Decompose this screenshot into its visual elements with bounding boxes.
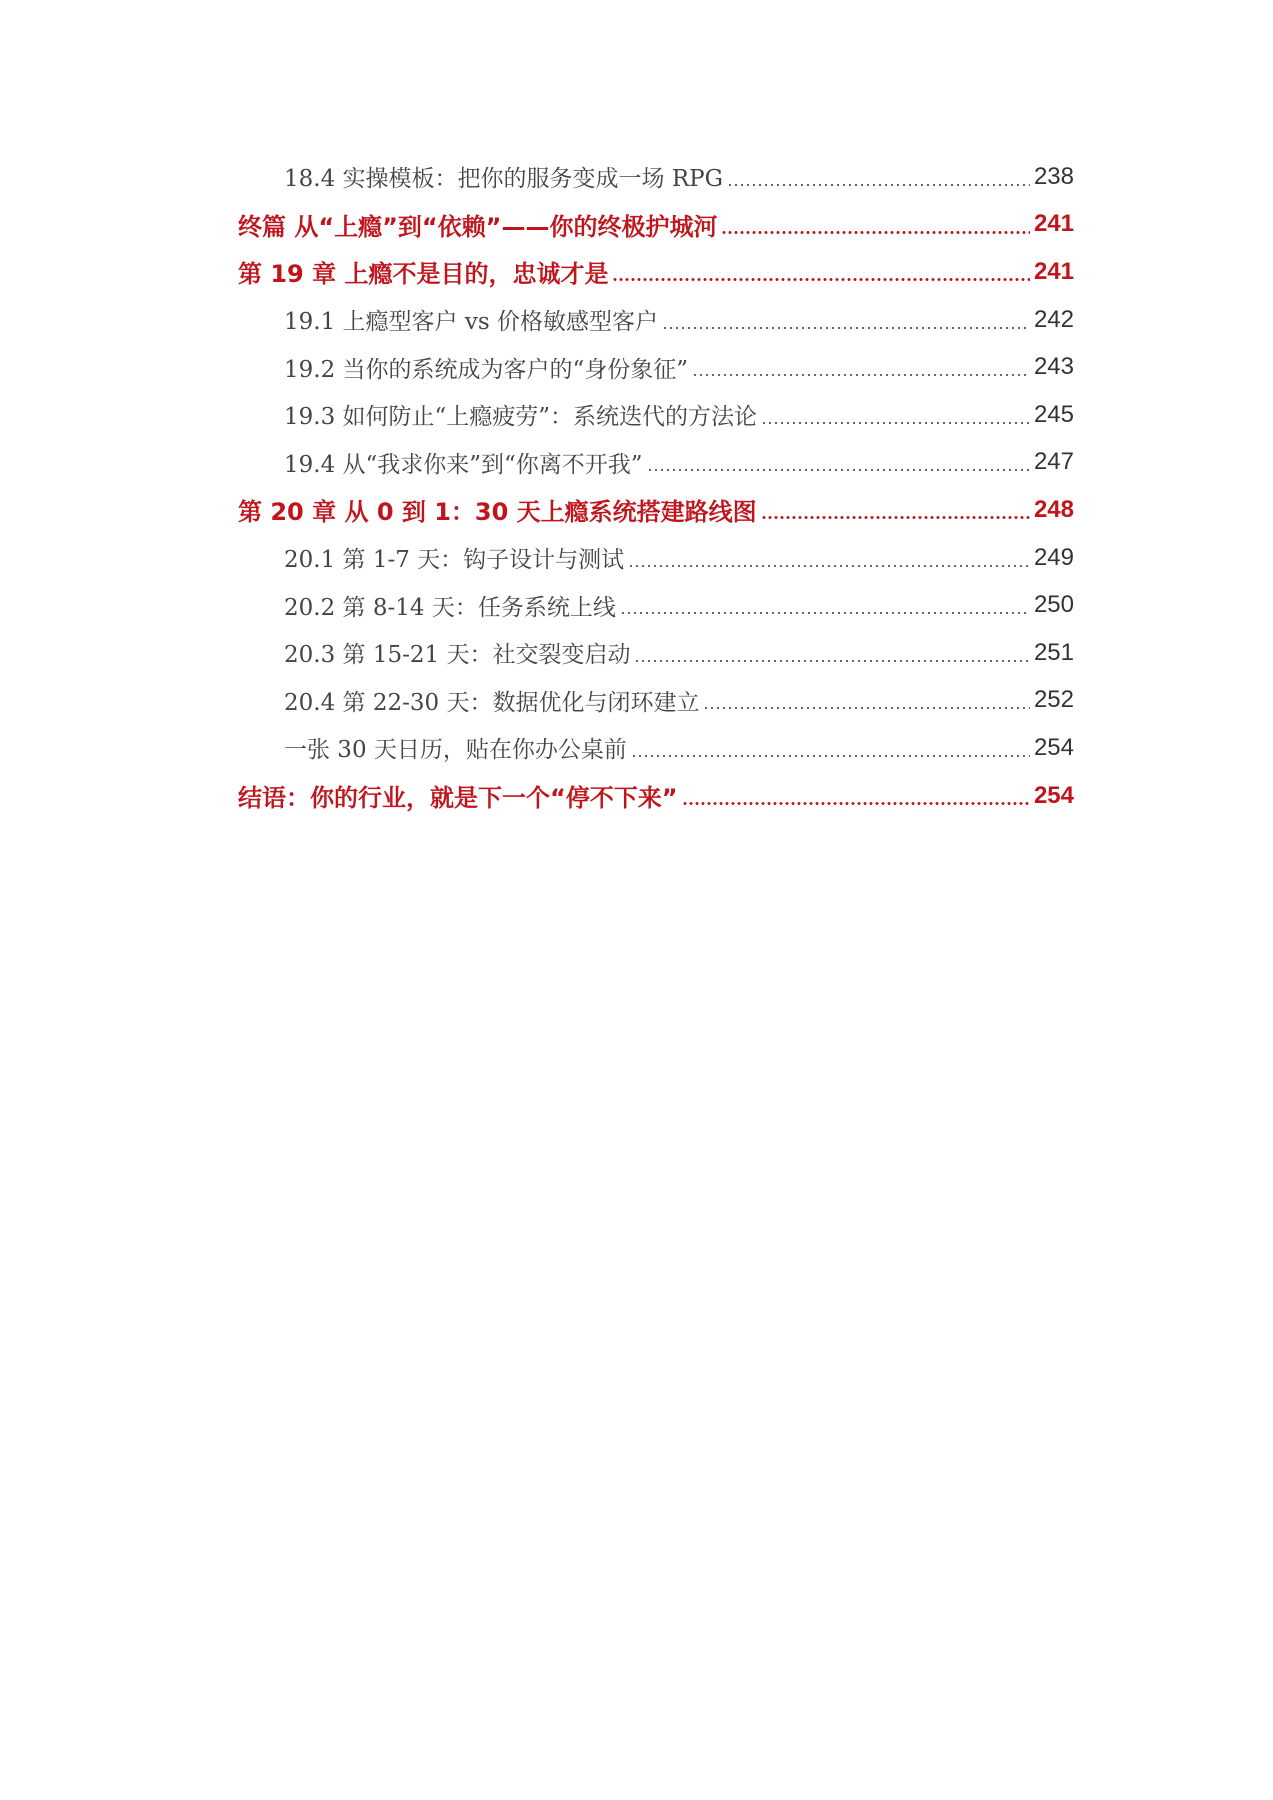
toc-entry-chapter-19[interactable] xyxy=(238,248,1074,296)
toc-entry-page: 241 xyxy=(1033,257,1074,285)
toc-entry-calendar[interactable] xyxy=(238,724,1074,772)
toc-entry-title: 20.2 第 8-14 天：任务系统上线 xyxy=(284,594,616,621)
toc-entry-page: 254 xyxy=(1033,781,1074,809)
toc-entry-19-1[interactable] xyxy=(238,296,1074,344)
dot-leader xyxy=(620,612,1030,614)
table-of-contents xyxy=(238,153,1074,819)
toc-entry-title: 一张 30 天日历，贴在你办公桌前 xyxy=(284,737,627,764)
toc-entry-title: 19.3 如何防止“上瘾疲劳”：系统迭代的方法论 xyxy=(284,404,758,431)
dot-leader xyxy=(631,755,1030,757)
toc-entry-title: 19.4 从“我求你来”到“你离不开我” xyxy=(284,451,643,478)
toc-entry-20-3[interactable] xyxy=(238,629,1074,677)
toc-entry-page: 245 xyxy=(1033,400,1074,428)
toc-entry-page: 243 xyxy=(1033,353,1074,381)
toc-entry-page: 247 xyxy=(1033,448,1074,476)
toc-entry-19-2[interactable] xyxy=(238,343,1074,391)
toc-entry-final-part[interactable] xyxy=(238,201,1074,249)
toc-entry-title: 19.1 上瘾型客户 vs 价格敏感型客户 xyxy=(284,309,658,336)
dot-leader xyxy=(761,516,1030,519)
toc-entry-19-3[interactable] xyxy=(238,391,1074,439)
dot-leader xyxy=(634,660,1030,662)
dot-leader xyxy=(662,327,1030,329)
toc-entry-title: 结语：你的行业，就是下一个“停不下来” xyxy=(238,784,678,813)
dot-leader xyxy=(721,231,1030,234)
toc-entry-page: 251 xyxy=(1033,638,1074,666)
toc-entry-title: 20.1 第 1-7 天：钩子设计与测试 xyxy=(284,547,625,574)
toc-entry-title: 终篇 从“上瘾”到“依赖”——你的终极护城河 xyxy=(238,212,718,241)
toc-entry-title: 第 19 章 上瘾不是目的，忠诚才是 xyxy=(238,260,609,289)
dot-leader xyxy=(727,184,1030,186)
toc-entry-page: 241 xyxy=(1033,210,1074,238)
toc-entry-20-2[interactable] xyxy=(238,581,1074,629)
dot-leader xyxy=(703,707,1030,709)
toc-entry-title: 20.4 第 22-30 天：数据优化与闭环建立 xyxy=(284,689,700,716)
dot-leader xyxy=(612,278,1029,281)
toc-entry-title: 20.3 第 15-21 天：社交裂变启动 xyxy=(284,642,631,669)
toc-entry-conclusion[interactable] xyxy=(238,772,1074,820)
toc-entry-20-4[interactable] xyxy=(238,677,1074,725)
dot-leader xyxy=(647,469,1030,471)
toc-entry-page: 249 xyxy=(1033,543,1074,571)
toc-entry-20-1[interactable] xyxy=(238,534,1074,582)
toc-entry-title: 19.2 当你的系统成为客户的“身份象征” xyxy=(284,356,689,383)
toc-entry-page: 248 xyxy=(1033,495,1074,523)
dot-leader xyxy=(692,374,1030,376)
dot-leader xyxy=(761,422,1030,424)
toc-entry-18-4[interactable] xyxy=(238,153,1074,201)
dot-leader xyxy=(682,802,1030,805)
toc-entry-page: 252 xyxy=(1033,686,1074,714)
toc-entry-page: 250 xyxy=(1033,591,1074,619)
toc-entry-page: 242 xyxy=(1033,305,1074,333)
toc-entry-title: 第 20 章 从 0 到 1：30 天上瘾系统搭建路线图 xyxy=(238,498,757,527)
toc-entry-chapter-20[interactable] xyxy=(238,486,1074,534)
toc-entry-page: 238 xyxy=(1033,162,1074,190)
dot-leader xyxy=(628,565,1030,567)
toc-entry-page: 254 xyxy=(1033,733,1074,761)
toc-entry-19-4[interactable] xyxy=(238,439,1074,487)
toc-entry-title: 18.4 实操模板：把你的服务变成一场 RPG xyxy=(284,166,723,193)
